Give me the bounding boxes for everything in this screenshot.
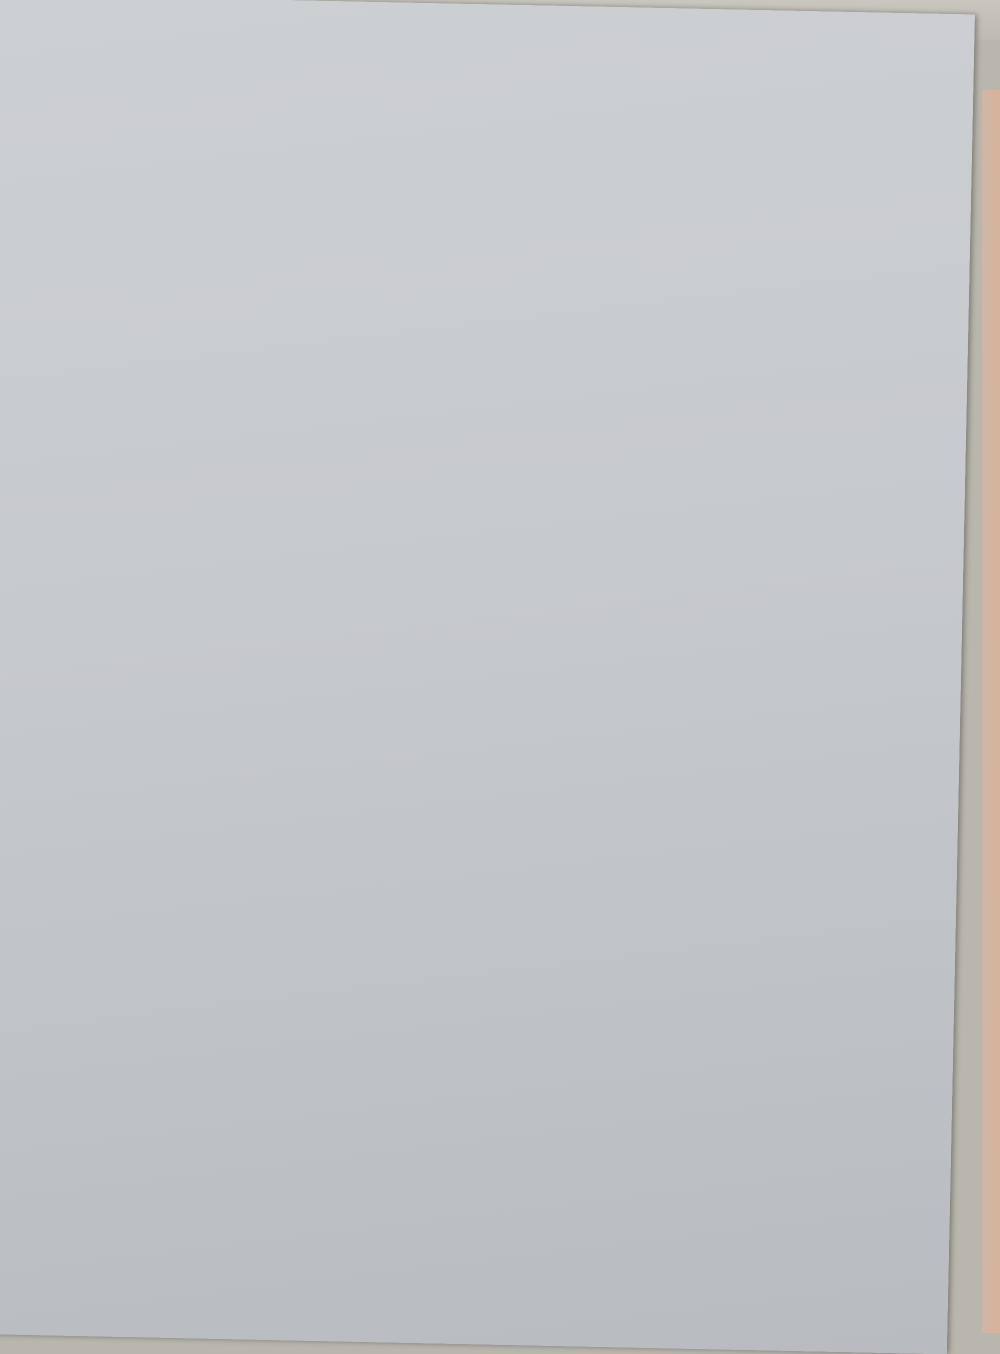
adjacent-page-edge (982, 90, 1000, 1333)
annotation (0, 2, 977, 75)
bibliographic-record (0, 2, 977, 75)
catalog-card-text (0, 2, 977, 1073)
